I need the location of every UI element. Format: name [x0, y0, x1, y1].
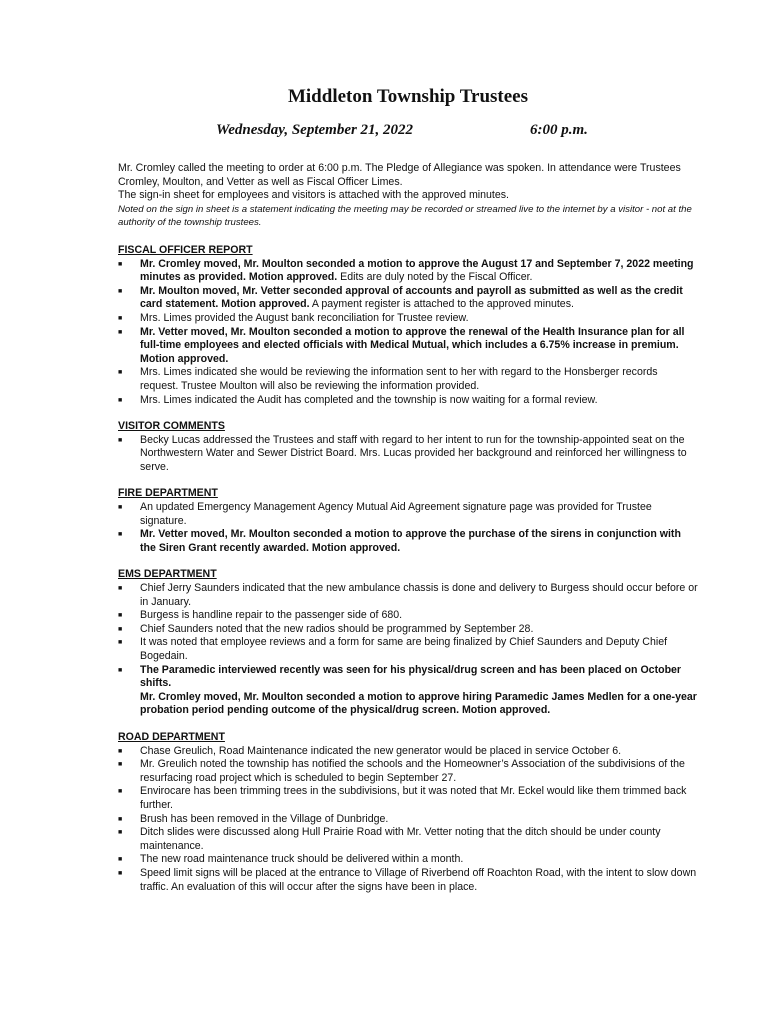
bullet-list [118, 745, 698, 895]
list-item [118, 745, 698, 759]
motion-text: The Paramedic interviewed recently was seen for his physical/drug screen and has been placed on October shifts. [140, 663, 682, 690]
meeting-date: Wednesday, September 21, 2022 [216, 122, 414, 138]
bullet-list [118, 501, 698, 555]
list-item [118, 867, 698, 894]
square-bullet-icon: ■ [118, 531, 123, 539]
item-text: An updated Emergency Management Agency Mutual Aid Agreement signature page was provided for Trustee signature. [140, 501, 652, 527]
section-heading: FISCAL OFFICER REPORT [118, 243, 253, 256]
item-text: Chief Saunders noted that the new radios should be programmed by September 28. [140, 622, 534, 635]
list-item [118, 785, 698, 812]
item-text: Edits are duly noted by the Fiscal Officer. [337, 271, 533, 284]
list-item [118, 258, 698, 285]
minutes-page [118, 86, 698, 907]
square-bullet-icon: ■ [118, 747, 123, 755]
item-text: It was noted that employee reviews and a form for same are being finalized by Chief Saunders and Deputy Chief Bogedain. [140, 636, 668, 662]
meeting-time: 6:00 p.m. [530, 122, 588, 138]
meeting-dateline [118, 122, 698, 142]
section-visitor-comments [118, 420, 698, 474]
item-text: The new road maintenance truck should be delivered within a month. [140, 853, 464, 866]
sections-container [118, 244, 698, 894]
square-bullet-icon: ■ [118, 815, 123, 823]
list-item [118, 758, 698, 785]
recording-note: Noted on the sign in sheet is a statement indicating the meeting may be recorded or streamed live to the internet by a visitor - not at the authority of the township trustees. [118, 203, 692, 229]
item-text: Envirocare has been trimming trees in the subdivisions, but it was noted that Mr. Eckel would like them trimmed back further. [140, 785, 687, 811]
list-item [118, 826, 698, 853]
intro-block [118, 162, 698, 230]
item-text: Mrs. Limes provided the August bank reconciliation for Trustee review. [140, 311, 469, 324]
bullet-list [118, 258, 698, 408]
section-heading: VISITOR COMMENTS [118, 420, 225, 433]
section-fiscal-officer-report [118, 244, 698, 407]
item-text: Mrs. Limes indicated she would be reviewing the information sent to her with regard to the Honsberger records request. Trustee Moulton will also be reviewing the information provided. [140, 366, 658, 392]
list-item [118, 312, 698, 326]
list-item [118, 636, 698, 663]
square-bullet-icon: ■ [118, 436, 123, 444]
motion-text: Mr. Cromley moved, Mr. Moulton seconded a motion to approve the August 17 and September 7, 2022 meeting minutes as provided. Motion approved. [140, 257, 694, 284]
section-heading: FIRE DEPARTMENT [118, 487, 218, 500]
item-text: Becky Lucas addressed the Trustees and staff with regard to her intent to run for the township-appointed seat on the Northwestern Water and Sewer District Board. Mrs. Lucas provided her background and reinforced her willingness to serve. [140, 433, 687, 473]
list-item [118, 366, 698, 393]
section-road-department [118, 731, 698, 894]
list-item [118, 813, 698, 827]
section-ems-department [118, 568, 698, 718]
square-bullet-icon: ■ [118, 260, 123, 268]
item-text: Burgess is handline repair to the passenger side of 680. [140, 609, 403, 622]
bullet-list [118, 434, 698, 475]
bullet-list [118, 582, 698, 691]
square-bullet-icon: ■ [118, 585, 123, 593]
item-text: Mrs. Limes indicated the Audit has completed and the township is now waiting for a formal review. [140, 393, 598, 406]
section-heading: ROAD DEPARTMENT [118, 730, 225, 743]
square-bullet-icon: ■ [118, 396, 123, 404]
square-bullet-icon: ■ [118, 328, 123, 336]
list-item [118, 285, 698, 312]
item-text: Speed limit signs will be placed at the entrance to Village of Riverbend off Roachton Road, with the intent to slow down traffic. An evaluation of this will occur after the signs have been in place. [140, 866, 697, 893]
square-bullet-icon: ■ [118, 869, 123, 877]
list-item [118, 582, 698, 609]
item-text: Brush has been removed in the Village of Dunbridge. [140, 812, 389, 825]
square-bullet-icon: ■ [118, 504, 123, 512]
motion-continuation: Mr. Cromley moved, Mr. Moulton seconded a motion to approve hiring Paramedic James Medlen for a one-year probation period pending outcome of the physical/drug screen. Motion approved. [140, 690, 697, 717]
section-fire-department [118, 487, 698, 555]
intro-paragraph: Mr. Cromley called the meeting to order at 6:00 p.m. The Pledge of Allegiance was spoken. In attendance were Trustees Cromley, Moulton, and Vetter as well as Fiscal Officer Limes. [118, 162, 681, 188]
item-text: Mr. Greulich noted the township has notified the schools and the Homeowner’s Association of the subdivisions of the resurfacing road project which is scheduled to begin September 27. [140, 758, 685, 784]
square-bullet-icon: ■ [118, 856, 123, 864]
square-bullet-icon: ■ [118, 829, 123, 837]
square-bullet-icon: ■ [118, 625, 123, 633]
intro-paragraph: The sign-in sheet for employees and visitors is attached with the approved minutes. [118, 189, 509, 202]
square-bullet-icon: ■ [118, 287, 123, 295]
list-item [118, 326, 698, 367]
square-bullet-icon: ■ [118, 314, 123, 322]
square-bullet-icon: ■ [118, 761, 123, 769]
item-text: Chief Jerry Saunders indicated that the new ambulance chassis is done and delivery to Burgess should occur before or in January. [140, 582, 698, 608]
square-bullet-icon: ■ [118, 639, 123, 647]
item-text: A payment register is attached to the approved minutes. [309, 298, 574, 311]
square-bullet-icon: ■ [118, 788, 123, 796]
list-item [118, 853, 698, 867]
list-item [118, 394, 698, 408]
item-text: Ditch slides were discussed along Hull Prairie Road with Mr. Vetter noting that the ditch should be under county maintenance. [140, 826, 661, 852]
motion-text: Mr. Vetter moved, Mr. Moulton seconded a motion to approve the purchase of the sirens in conjunction with the Siren Grant recently awarded. Motion approved. [140, 528, 681, 554]
section-heading: EMS DEPARTMENT [118, 568, 217, 581]
square-bullet-icon: ■ [118, 666, 123, 674]
list-item [118, 501, 698, 528]
list-item [118, 528, 698, 555]
list-item [118, 434, 698, 475]
page-title: Middleton Township Trustees [287, 86, 529, 107]
list-item [118, 609, 698, 623]
motion-text: Mr. Moulton moved, Mr. Vetter seconded approval of accounts and payroll as submitted as well as the credit card statement. Motion approved. [140, 284, 683, 311]
item-text: Chase Greulich, Road Maintenance indicated the new generator would be placed in service October 6. [140, 744, 622, 757]
square-bullet-icon: ■ [118, 369, 123, 377]
square-bullet-icon: ■ [118, 612, 123, 620]
list-item [118, 664, 698, 691]
list-item [118, 623, 698, 637]
motion-text: Mr. Vetter moved, Mr. Moulton seconded a motion to approve the renewal of the Health Insurance plan for all full-time employees and elected officials with Medical Mutual, which includes a 6.75% increase in premium. Motion approved. [140, 325, 685, 365]
